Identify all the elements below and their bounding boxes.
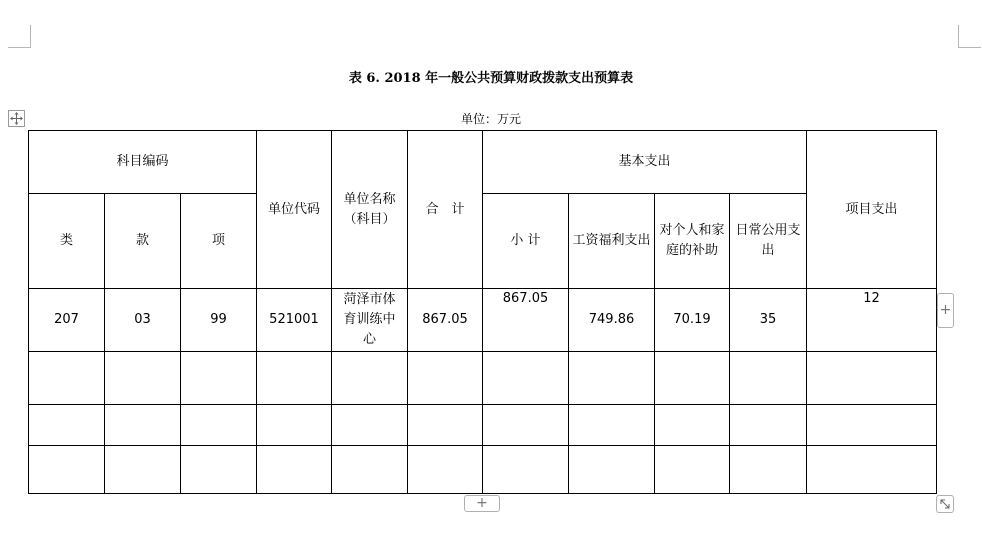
add-column-button[interactable]: + — [937, 293, 954, 328]
empty-cell[interactable] — [29, 352, 105, 405]
header-subject-code: 科目编码 — [29, 131, 257, 194]
budget-table — [28, 130, 937, 494]
header-category: 类 — [29, 194, 105, 289]
diagonal-resize-icon — [937, 496, 953, 512]
header-row-2 — [29, 194, 937, 289]
empty-cell[interactable] — [181, 352, 257, 405]
empty-cell[interactable] — [807, 446, 937, 494]
table-resize-handle[interactable] — [936, 495, 954, 513]
cell-section[interactable]: 03 — [105, 289, 181, 352]
empty-cell[interactable] — [408, 352, 483, 405]
cell-total[interactable]: 867.05 — [408, 289, 483, 352]
empty-cell[interactable] — [569, 352, 655, 405]
empty-cell[interactable] — [332, 446, 408, 494]
empty-cell[interactable] — [569, 405, 655, 446]
empty-cell[interactable] — [655, 405, 730, 446]
empty-cell[interactable] — [730, 405, 807, 446]
empty-cell[interactable] — [730, 446, 807, 494]
empty-cell[interactable] — [29, 446, 105, 494]
header-project-expenditure: 项目支出 — [807, 131, 937, 289]
header-wages-welfare: 工资福利支出 — [569, 194, 655, 289]
add-row-button[interactable]: + — [464, 495, 500, 512]
empty-cell[interactable] — [483, 446, 569, 494]
cell-subtotal[interactable]: 867.05 — [483, 289, 569, 352]
header-unit-code: 单位代码 — [257, 131, 332, 289]
empty-cell[interactable] — [807, 405, 937, 446]
empty-cell[interactable] — [105, 405, 181, 446]
empty-cell[interactable] — [105, 446, 181, 494]
cell-unit-code[interactable]: 521001 — [257, 289, 332, 352]
empty-cell[interactable] — [29, 405, 105, 446]
crop-mark-top-left — [8, 25, 31, 48]
empty-cell[interactable] — [655, 446, 730, 494]
table-row — [29, 289, 937, 352]
empty-cell[interactable] — [257, 446, 332, 494]
header-total: 合 计 — [408, 131, 483, 289]
cell-personal-family-subsidy[interactable]: 70.19 — [655, 289, 730, 352]
empty-cell[interactable] — [483, 405, 569, 446]
crop-mark-top-right — [958, 25, 981, 48]
cell-category[interactable]: 207 — [29, 289, 105, 352]
empty-cell[interactable] — [181, 446, 257, 494]
cell-unit-name[interactable]: 菏泽市体育训练中心 — [332, 289, 408, 352]
empty-cell[interactable] — [730, 352, 807, 405]
table-row — [29, 405, 937, 446]
cell-daily-public[interactable]: 35 — [730, 289, 807, 352]
table-row — [29, 446, 937, 494]
cell-project-expenditure[interactable]: 12 — [807, 289, 937, 352]
header-item: 项 — [181, 194, 257, 289]
header-daily-public: 日常公用支出 — [730, 194, 807, 289]
empty-cell[interactable] — [181, 405, 257, 446]
header-subtotal: 小 计 — [483, 194, 569, 289]
header-row-1 — [29, 131, 937, 194]
empty-cell[interactable] — [332, 405, 408, 446]
header-personal-family-subsidy: 对个人和家庭的补助 — [655, 194, 730, 289]
unit-label: 单位：万元 — [460, 112, 521, 126]
empty-cell[interactable] — [655, 352, 730, 405]
empty-cell[interactable] — [257, 405, 332, 446]
header-section: 款 — [105, 194, 181, 289]
empty-cell[interactable] — [408, 446, 483, 494]
header-unit-name: 单位名称（科目） — [332, 131, 408, 289]
empty-cell[interactable] — [569, 446, 655, 494]
header-basic-expenditure: 基本支出 — [483, 131, 807, 194]
empty-cell[interactable] — [257, 352, 332, 405]
table-move-handle[interactable] — [8, 110, 25, 127]
empty-cell[interactable] — [483, 352, 569, 405]
empty-cell[interactable] — [105, 352, 181, 405]
empty-cell[interactable] — [332, 352, 408, 405]
move-cross-icon — [9, 111, 24, 126]
empty-cell[interactable] — [807, 352, 937, 405]
table-title: 表 6. 2018 年一般公共预算财政拨款支出预算表 — [348, 71, 634, 86]
empty-cell[interactable] — [408, 405, 483, 446]
cell-item[interactable]: 99 — [181, 289, 257, 352]
cell-wages-welfare[interactable]: 749.86 — [569, 289, 655, 352]
table-row — [29, 352, 937, 405]
